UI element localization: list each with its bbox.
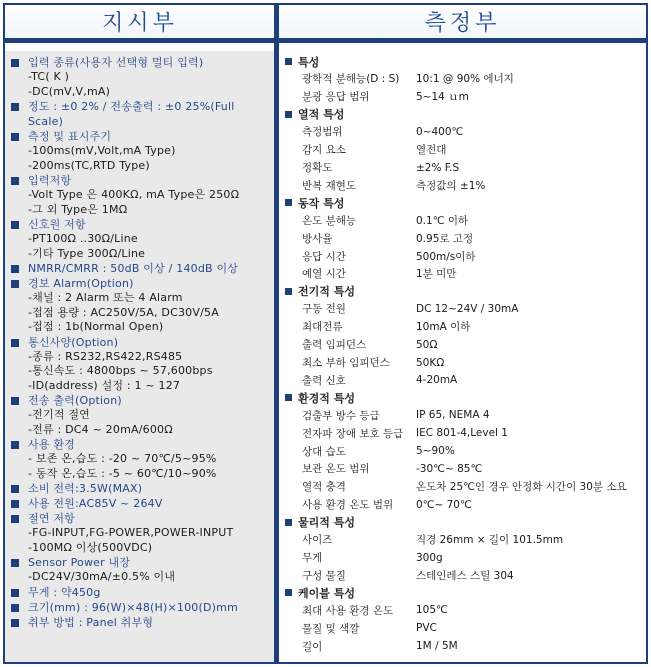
spec-key: 길이 xyxy=(302,640,323,653)
sensor-spec-title-text: 특성 xyxy=(298,55,320,69)
display-spec-section xyxy=(11,585,271,600)
spec-key: 구성 물질 xyxy=(302,569,346,582)
display-spec-title: 사용 환경 xyxy=(28,438,76,451)
sensor-spec-row xyxy=(285,549,642,567)
spec-key: 방사율 xyxy=(302,232,333,245)
display-spec-line: -기타 Type 300Ω/Line xyxy=(28,246,146,260)
sensor-spec-row xyxy=(285,300,642,318)
spec-key: 광학적 분해능(D : S) xyxy=(302,73,400,86)
spec-value: 측정값의 ±1% xyxy=(416,179,486,192)
sensor-unit-spec-list xyxy=(279,51,646,662)
display-spec-section xyxy=(11,600,271,615)
sensor-spec-title xyxy=(285,514,642,531)
spec-value: 5~90% xyxy=(416,445,455,458)
spec-value: 4-20mA xyxy=(416,374,458,387)
sensor-spec-row xyxy=(285,637,642,655)
spec-value: 10mA 이하 xyxy=(416,321,471,334)
sensor-spec-section xyxy=(285,53,642,106)
spec-value: 0.1℃ 이하 xyxy=(416,214,469,227)
sensor-spec-row xyxy=(285,601,642,619)
spec-value: 5~14 ｕm xyxy=(416,91,469,104)
display-spec-line: -100ms(mV,Volt,mA Type) xyxy=(28,144,176,157)
square-bullet-icon xyxy=(11,280,19,288)
sensor-spec-row xyxy=(285,229,642,247)
spec-value: 105℃ xyxy=(416,604,448,617)
spec-key: 측정범위 xyxy=(302,126,343,139)
square-bullet-icon xyxy=(285,288,292,295)
spec-key: 분광 응답 범위 xyxy=(302,91,370,104)
spec-value: 0~400℃ xyxy=(416,125,464,138)
spec-key: 온도 분해능 xyxy=(302,214,357,227)
sensor-spec-row xyxy=(285,354,642,372)
sensor-spec-section xyxy=(285,514,642,585)
square-bullet-icon xyxy=(285,589,292,596)
display-spec-line: -그 외 Type은 1MΩ xyxy=(28,202,128,216)
display-spec-section xyxy=(11,261,271,276)
display-spec-section xyxy=(11,99,271,129)
square-bullet-icon xyxy=(285,199,292,206)
display-spec-title: 정도 : ±0 2% / 전송출력 : ±0 25%(Full Scale) xyxy=(28,100,235,128)
display-unit-spec-list xyxy=(5,51,275,662)
display-spec-section xyxy=(11,393,271,437)
sensor-unit-column xyxy=(279,5,646,662)
square-bullet-icon xyxy=(11,177,19,185)
display-unit-header: 지시부 xyxy=(5,5,275,43)
square-bullet-icon xyxy=(285,58,292,65)
display-spec-content xyxy=(28,55,271,99)
sensor-spec-title-text: 케이블 특성 xyxy=(298,586,355,600)
display-spec-title: 취부 방법 : Panel 취부형 xyxy=(28,615,154,629)
display-spec-section xyxy=(11,217,271,261)
display-spec-line: -종류 : RS232,RS422,RS485 xyxy=(28,349,183,363)
display-spec-content xyxy=(28,511,271,555)
spec-value: 50KΩ xyxy=(416,356,445,369)
spec-key: 정확도 xyxy=(302,162,333,174)
display-spec-content xyxy=(28,217,271,261)
display-spec-section xyxy=(11,511,271,555)
display-spec-title: 무게 : 약450g xyxy=(28,585,101,599)
sensor-spec-row xyxy=(285,371,642,389)
display-spec-content xyxy=(28,129,271,173)
display-spec-title: 사용 전원:AC85V ~ 264V xyxy=(28,497,163,510)
sensor-spec-row xyxy=(285,460,642,478)
spec-value: 300g xyxy=(416,551,443,564)
display-spec-content xyxy=(28,600,271,615)
spec-key: 검출부 방수 등급 xyxy=(302,409,380,422)
spec-key: 보관 온도 범위 xyxy=(302,463,370,476)
spec-value: 1M / 5M xyxy=(416,640,458,653)
sensor-spec-row xyxy=(285,265,642,283)
spec-key: 상대 습도 xyxy=(302,445,346,458)
display-spec-content xyxy=(28,555,271,585)
display-spec-title: 소비 전력:3.5W(MAX) xyxy=(28,482,143,495)
sensor-spec-title xyxy=(285,283,642,300)
spec-key: 구동 전원 xyxy=(302,303,346,316)
sensor-spec-title-text: 환경적 특성 xyxy=(298,391,355,405)
display-spec-line: -DC(mV,V,mA) xyxy=(28,84,111,98)
sensor-spec-row xyxy=(285,70,642,88)
display-spec-line: -ID(address) 설정 : 1 ~ 127 xyxy=(28,378,181,392)
spec-key: 최대 사용 환경 온도 xyxy=(302,604,394,617)
spec-value: 50Ω xyxy=(416,338,438,351)
display-spec-title: 크기(mm) : 96(W)×48(H)×100(D)mm xyxy=(28,600,238,614)
spec-key: 사용 환경 온도 범위 xyxy=(302,499,394,512)
spec-value: 1분 미만 xyxy=(416,268,457,281)
spec-table-frame xyxy=(3,3,648,664)
spec-value: ±2% F.S xyxy=(416,161,460,174)
square-bullet-icon xyxy=(285,111,292,118)
display-spec-line: - 동작 온,습도 : -5 ~ 60℃/10~90% xyxy=(28,466,217,480)
display-spec-title: 절연 저항 xyxy=(28,512,76,525)
sensor-spec-row xyxy=(285,159,642,177)
sensor-spec-title-text: 동작 특성 xyxy=(298,196,345,210)
display-spec-line: -통신속도 : 4800bps ~ 57,600bps xyxy=(28,364,213,377)
spec-value: 온도차 25℃인 경우 안정화 시간이 30분 소요 xyxy=(416,481,627,494)
display-spec-content xyxy=(28,261,271,276)
display-spec-section xyxy=(11,173,271,217)
square-bullet-icon xyxy=(11,441,19,449)
display-spec-section xyxy=(11,335,271,394)
display-spec-title: 통신사양(Option) xyxy=(28,335,119,349)
square-bullet-icon xyxy=(11,397,19,405)
display-spec-title: 전송 출력(Option) xyxy=(28,394,122,407)
square-bullet-icon xyxy=(11,59,19,67)
square-bullet-icon xyxy=(11,339,19,347)
display-spec-line: -채널 : 2 Alarm 또는 4 Alarm xyxy=(28,291,183,304)
spec-key: 전자파 장애 보호 등급 xyxy=(302,427,404,440)
display-spec-section xyxy=(11,55,271,99)
spec-value: 500m/s이하 xyxy=(416,250,476,263)
display-spec-line: -TC( K ) xyxy=(28,70,70,83)
sensor-spec-title xyxy=(285,389,642,406)
sensor-spec-section xyxy=(285,194,642,283)
square-bullet-icon xyxy=(11,589,19,597)
display-spec-line: -200ms(TC,RTD Type) xyxy=(28,158,150,172)
square-bullet-icon xyxy=(11,265,19,273)
sensor-spec-row xyxy=(285,531,642,549)
square-bullet-icon xyxy=(11,619,19,627)
spec-value: 10:1 @ 90% 에너지 xyxy=(416,73,514,86)
display-spec-section xyxy=(11,615,271,630)
sensor-spec-row xyxy=(285,424,642,442)
spec-value: 스테인레스 스틸 304 xyxy=(416,569,514,582)
square-bullet-icon xyxy=(11,103,19,111)
display-unit-column xyxy=(5,5,275,662)
sensor-unit-header: 측정부 xyxy=(279,5,646,43)
sensor-spec-row xyxy=(285,619,642,637)
display-spec-content xyxy=(28,585,271,600)
sensor-spec-row xyxy=(285,211,642,229)
square-bullet-icon xyxy=(11,604,19,612)
square-bullet-icon xyxy=(11,133,19,141)
spec-value: 직경 26mm × 길이 101.5mm xyxy=(416,534,564,547)
display-spec-line: -FG-INPUT,FG-POWER,POWER-INPUT xyxy=(28,526,234,539)
square-bullet-icon xyxy=(285,394,292,401)
sensor-spec-title-text: 열적 특성 xyxy=(298,108,345,122)
sensor-spec-title-text: 물리적 특성 xyxy=(298,516,355,530)
display-spec-line: -Volt Type 은 400KΩ, mA Type은 250Ω xyxy=(28,188,240,201)
square-bullet-icon xyxy=(11,500,19,508)
display-spec-section xyxy=(11,437,271,481)
spec-key: 최대전류 xyxy=(302,321,343,334)
display-spec-content xyxy=(28,496,271,511)
square-bullet-icon xyxy=(11,221,19,229)
sensor-spec-row xyxy=(285,496,642,514)
spec-key: 최소 부하 임피던스 xyxy=(302,357,390,370)
display-spec-line: -PT100Ω ..30Ω/Line xyxy=(28,232,138,245)
spec-value: IP 65, NEMA 4 xyxy=(416,409,490,422)
spec-value: 열전대 xyxy=(416,144,447,157)
spec-key: 예열 시간 xyxy=(302,268,346,281)
sensor-spec-row xyxy=(285,442,642,460)
display-spec-line: -100MΩ 이상(500VDC) xyxy=(28,540,153,554)
sensor-spec-title xyxy=(285,584,642,601)
display-spec-content xyxy=(28,481,271,496)
square-bullet-icon xyxy=(11,485,19,493)
sensor-spec-section xyxy=(285,283,642,389)
spec-key: 응답 시간 xyxy=(302,250,346,263)
sensor-spec-row xyxy=(285,88,642,106)
square-bullet-icon xyxy=(285,519,292,526)
sensor-spec-row xyxy=(285,406,642,424)
sensor-spec-section xyxy=(285,389,642,513)
display-spec-section xyxy=(11,496,271,511)
display-spec-title: 신호원 저항 xyxy=(28,218,86,231)
display-spec-section xyxy=(11,129,271,173)
spec-value: PVC xyxy=(416,622,437,635)
sensor-spec-row xyxy=(285,478,642,496)
spec-key: 무게 xyxy=(302,552,323,565)
display-spec-line: -접점 : 1b(Normal Open) xyxy=(28,320,164,333)
sensor-spec-title xyxy=(285,53,642,70)
display-spec-line: - 보존 온,습도 : -20 ~ 70℃/5~95% xyxy=(28,452,217,465)
display-spec-section xyxy=(11,555,271,585)
sensor-spec-section xyxy=(285,584,642,655)
square-bullet-icon xyxy=(11,515,19,523)
display-spec-content xyxy=(28,437,271,481)
spec-key: 열적 충격 xyxy=(302,481,346,494)
display-spec-content xyxy=(28,173,271,217)
display-spec-title: 경보 Alarm(Option) xyxy=(28,277,134,290)
square-bullet-icon xyxy=(11,559,19,567)
display-spec-title: 측정 및 표시주기 xyxy=(28,130,112,143)
sensor-spec-row xyxy=(285,336,642,354)
spec-value: IEC 801-4,Level 1 xyxy=(416,427,508,440)
spec-key: 반복 재현도 xyxy=(302,179,357,192)
display-spec-title: 입력 종류(사용자 선택형 멀티 입력) xyxy=(28,56,204,69)
spec-key: 감지 요소 xyxy=(302,144,346,157)
display-spec-line: -전기적 절연 xyxy=(28,408,90,421)
sensor-spec-section xyxy=(285,106,642,195)
spec-key: 사이즈 xyxy=(302,534,333,547)
sensor-spec-row xyxy=(285,141,642,159)
display-spec-content xyxy=(28,99,271,129)
display-spec-content xyxy=(28,615,271,630)
display-spec-line: -DC24V/30mA/±0.5% 이내 xyxy=(28,570,176,583)
spec-key: 물질 및 색깔 xyxy=(302,622,360,635)
sensor-spec-row xyxy=(285,247,642,265)
display-spec-section xyxy=(11,276,271,335)
display-spec-content xyxy=(28,393,271,437)
sensor-spec-row xyxy=(285,123,642,141)
display-spec-section xyxy=(11,481,271,496)
sensor-spec-row xyxy=(285,318,642,336)
sensor-spec-row xyxy=(285,566,642,584)
sensor-spec-title-text: 전기적 특성 xyxy=(298,285,355,299)
spec-value: 0℃~ 70℃ xyxy=(416,498,472,511)
sensor-spec-title xyxy=(285,106,642,123)
sensor-spec-row xyxy=(285,176,642,194)
sensor-spec-title xyxy=(285,194,642,211)
display-spec-title: 입력저항 xyxy=(28,174,72,187)
display-spec-title: Sensor Power 내장 xyxy=(28,556,131,569)
display-spec-content xyxy=(28,276,271,335)
spec-value: -30℃~ 85℃ xyxy=(416,462,483,475)
display-spec-content xyxy=(28,335,271,394)
spec-key: 출력 임피던스 xyxy=(302,339,367,352)
display-spec-line: -전류 : DC4 ~ 20mA/600Ω xyxy=(28,422,173,436)
spec-key: 출력 신호 xyxy=(302,374,346,387)
display-spec-title: NMRR/CMRR : 50dB 이상 / 140dB 이상 xyxy=(28,262,239,275)
spec-value: 0.95로 고정 xyxy=(416,232,474,245)
spec-value: DC 12~24V / 30mA xyxy=(416,302,519,315)
display-spec-line: -접점 용량 : AC250V/5A, DC30V/5A xyxy=(28,305,219,319)
